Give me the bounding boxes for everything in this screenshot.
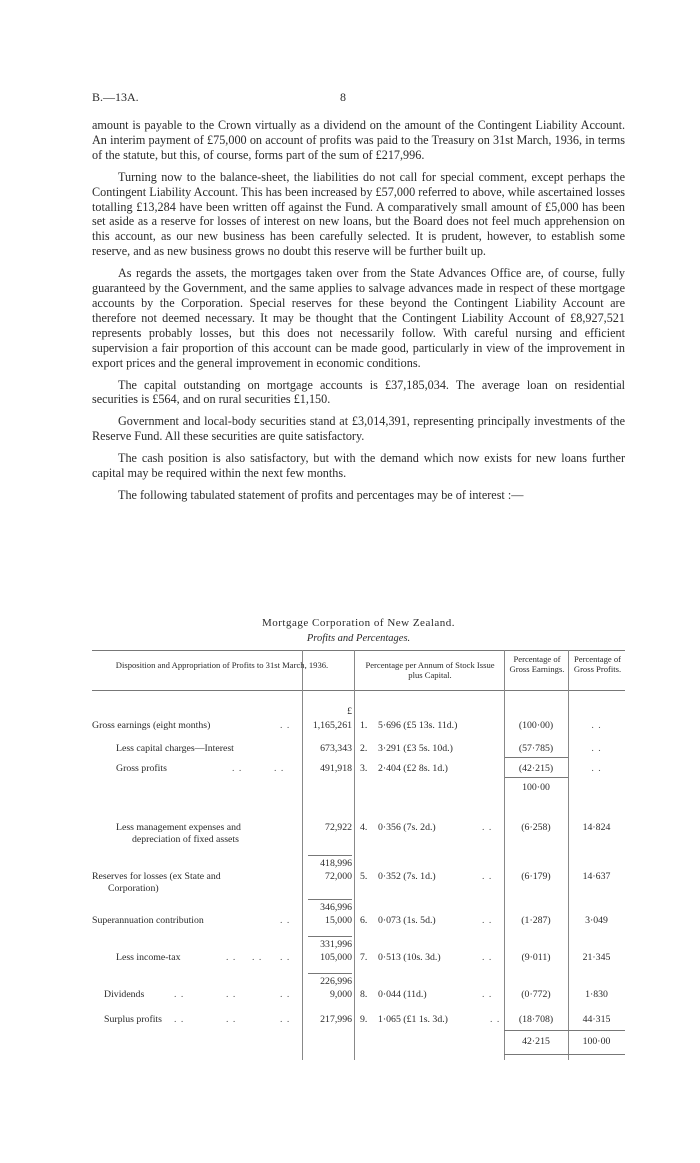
row-leader: . .	[174, 1014, 185, 1025]
row-label-continued: Corporation)	[108, 883, 159, 894]
row-gross-profits: 1·830	[585, 989, 608, 1000]
table-top-rule	[92, 650, 625, 651]
row-gross-profits: 21·345	[582, 952, 611, 963]
sum-rule	[308, 899, 352, 900]
row-leader: . .	[482, 871, 493, 882]
row-number: 3.	[360, 763, 368, 774]
row-leader: . .	[226, 952, 237, 963]
row-leader: . .	[482, 915, 493, 926]
row-leader: . .	[482, 989, 493, 1000]
row-gross-profits: 44·315	[582, 1014, 611, 1025]
sum-rule	[504, 777, 568, 778]
row-leader: . .	[174, 989, 185, 1000]
row-subtotal: 418,996	[320, 858, 352, 869]
paragraph: Turning now to the balance-sheet, the liabilities do not call for special comment, except perhaps the Contingent Liability Account. This has been increased by £57,000 referred to above, while ascertained losses totalling £13,284 have been written off against the Fund. A comparatively small amount of £5,000 has been set aside as a reserve for losses of interest on new loans, but the Board does not feel much apprehension on this account, as our new business has been carefully selected. It is prudent, however, to establish some reserve, and as new business grows no doubt this reserve will be further built up.	[92, 169, 625, 259]
row-annum: 5·696 (£5 13s. 11d.)	[378, 720, 458, 731]
row-gross-earnings: 100·00	[522, 782, 550, 793]
row-number: 5.	[360, 871, 368, 882]
paragraph: The cash position is also satisfactory, but with the demand which now exists for new loans further capital may be required within the next few months.	[92, 451, 625, 481]
row-gross-profits: . .	[591, 763, 602, 774]
total-gross-earnings: 42·215	[522, 1036, 550, 1047]
row-number: 7.	[360, 952, 368, 963]
row-annum: 3·291 (£3 5s. 10d.)	[378, 743, 453, 754]
body-text	[92, 118, 625, 510]
document-reference: B.—13A.	[92, 90, 139, 104]
paragraph: The following tabulated statement of profits and percentages may be of interest :—	[118, 487, 524, 502]
sum-rule	[308, 936, 352, 937]
row-gross-profits: . .	[591, 720, 602, 731]
paragraph: amount is payable to the Crown virtually as a dividend on the amount of the Contingent Liability Account. An interim payment of £75,000 on account of profits was paid to the Treasury on 31st March, 1936, in terms of the statute, but this, of course, forms part of the sum of £217,996.	[92, 118, 625, 162]
row-leader: . .	[490, 1014, 501, 1025]
row-gross-profits: 14·824	[582, 822, 611, 833]
totals-bottom-rule	[504, 1054, 625, 1055]
row-leader: . .	[280, 1014, 291, 1025]
totals-rule	[504, 1030, 625, 1031]
row-gross-earnings: (18·708)	[518, 1014, 554, 1025]
table-subtitle: Profits and Percentages.	[306, 633, 411, 644]
row-label: Superannuation contribution	[92, 915, 204, 926]
row-leader: . .	[482, 952, 493, 963]
sum-rule	[308, 973, 352, 974]
total-gross-profits: 100·00	[582, 1036, 611, 1047]
row-amount: 673,343	[320, 743, 352, 754]
row-gross-earnings: (100·00)	[518, 720, 554, 731]
paragraph: Government and local-body securities stand at £3,014,391, representing principally investments of the Reserve Fund. All these securities are quite satisfactory.	[92, 414, 625, 444]
row-gross-earnings: (9·011)	[521, 952, 551, 963]
row-amount: 491,918	[320, 763, 352, 774]
row-annum: 0·352 (7s. 1d.)	[378, 871, 436, 882]
row-amount: 15,000	[325, 915, 352, 926]
row-number: 9.	[360, 1014, 368, 1025]
row-label: Gross earnings (eight months)	[92, 720, 211, 731]
row-amount: 1,165,261	[312, 720, 352, 731]
row-subtotal: 346,996	[320, 902, 352, 913]
row-gross-earnings: (0·772)	[521, 989, 551, 1000]
row-leader: . .	[226, 1014, 237, 1025]
row-gross-earnings: (6·179)	[521, 871, 551, 882]
row-annum: 0·513 (10s. 3d.)	[378, 952, 441, 963]
row-leader: . .	[280, 989, 291, 1000]
row-leader: . .	[226, 989, 237, 1000]
row-amount: 105,000	[320, 952, 352, 963]
row-number: 6.	[360, 915, 368, 926]
row-number: 8.	[360, 989, 368, 1000]
row-leader: . .	[252, 952, 263, 963]
row-label: Surplus profits	[104, 1014, 162, 1025]
profits-table	[92, 650, 632, 1060]
row-amount: 72,922	[325, 822, 352, 833]
row-annum: 0·073 (1s. 5d.)	[378, 915, 436, 926]
row-leader: . .	[280, 720, 291, 731]
row-leader: . .	[280, 952, 291, 963]
column-header-gross-earnings: Percentage of Gross Earnings.	[509, 654, 565, 674]
row-gross-profits: 14·637	[582, 871, 611, 882]
row-amount: 9,000	[329, 989, 352, 1000]
column-header-gross-profits: Percentage of Gross Profits.	[573, 654, 622, 674]
page-number: 8	[340, 90, 346, 104]
row-gross-earnings: (42·215)	[518, 763, 554, 774]
row-label: Dividends	[104, 989, 145, 1000]
row-leader: . .	[274, 763, 285, 774]
row-label-continued: depreciation of fixed assets	[132, 834, 239, 845]
paragraph: The capital outstanding on mortgage accounts is £37,185,034. The average loan on residential securities is £564, and on rural securities £1,150.	[92, 377, 625, 407]
row-gross-earnings: (6·258)	[521, 822, 551, 833]
page-header	[92, 90, 608, 108]
row-number: 1.	[360, 720, 368, 731]
row-gross-profits: 3·049	[585, 915, 608, 926]
column-header-per-annum: Percentage per Annum of Stock Issue plus Capital.	[365, 660, 495, 680]
row-amount: 217,996	[320, 1014, 352, 1025]
row-number: 2.	[360, 743, 368, 754]
row-annum: 1·065 (£1 1s. 3d.)	[378, 1014, 448, 1025]
row-label: Reserves for losses (ex State and	[92, 871, 221, 882]
row-annum: 0·044 (11d.)	[378, 989, 427, 1000]
currency-symbol: £	[347, 706, 352, 717]
row-label: Less income-tax	[116, 952, 181, 963]
row-label: Gross profits	[116, 763, 167, 774]
sum-rule	[308, 855, 352, 856]
row-subtotal: 331,996	[320, 939, 352, 950]
row-gross-earnings: (1·287)	[521, 915, 551, 926]
row-subtotal: 226,996	[320, 976, 352, 987]
row-number: 4.	[360, 822, 368, 833]
sum-rule	[504, 757, 568, 758]
row-label: Less management expenses and	[116, 822, 241, 833]
row-annum: 0·356 (7s. 2d.)	[378, 822, 436, 833]
table-title: Mortgage Corporation of New Zealand.	[261, 617, 456, 629]
column-header-disposition: Disposition and Appropriation of Profits to 31st March, 1936.	[115, 660, 329, 670]
row-label: Less capital charges—Interest	[116, 743, 234, 754]
column-divider	[354, 650, 355, 1060]
row-amount: 72,000	[325, 871, 352, 882]
column-divider	[302, 650, 303, 1060]
row-annum: 2·404 (£2 8s. 1d.)	[378, 763, 448, 774]
header-rule	[92, 690, 625, 691]
paragraph: As regards the assets, the mortgages taken over from the State Advances Office are, of course, fully guaranteed by the Government, and the same applies to salvage advances made in respect of these mortgage accounts by the Corporation. Special reserves for these beyond the Contingent Liability Account are therefore not deemed necessary. It may be thought that the Contingent Liability Account of £8,927,521 represents probably losses, but this does not necessarily follow. With careful nursing and efficient supervision a fair proportion of this account can be made good, particularly in view of the improvement in export prices and the general improvement in economic conditions.	[92, 266, 625, 370]
row-leader: . .	[232, 763, 243, 774]
row-leader: . .	[482, 822, 493, 833]
row-gross-profits: . .	[591, 743, 602, 754]
row-leader: . .	[280, 915, 291, 926]
row-gross-earnings: (57·785)	[518, 743, 554, 754]
